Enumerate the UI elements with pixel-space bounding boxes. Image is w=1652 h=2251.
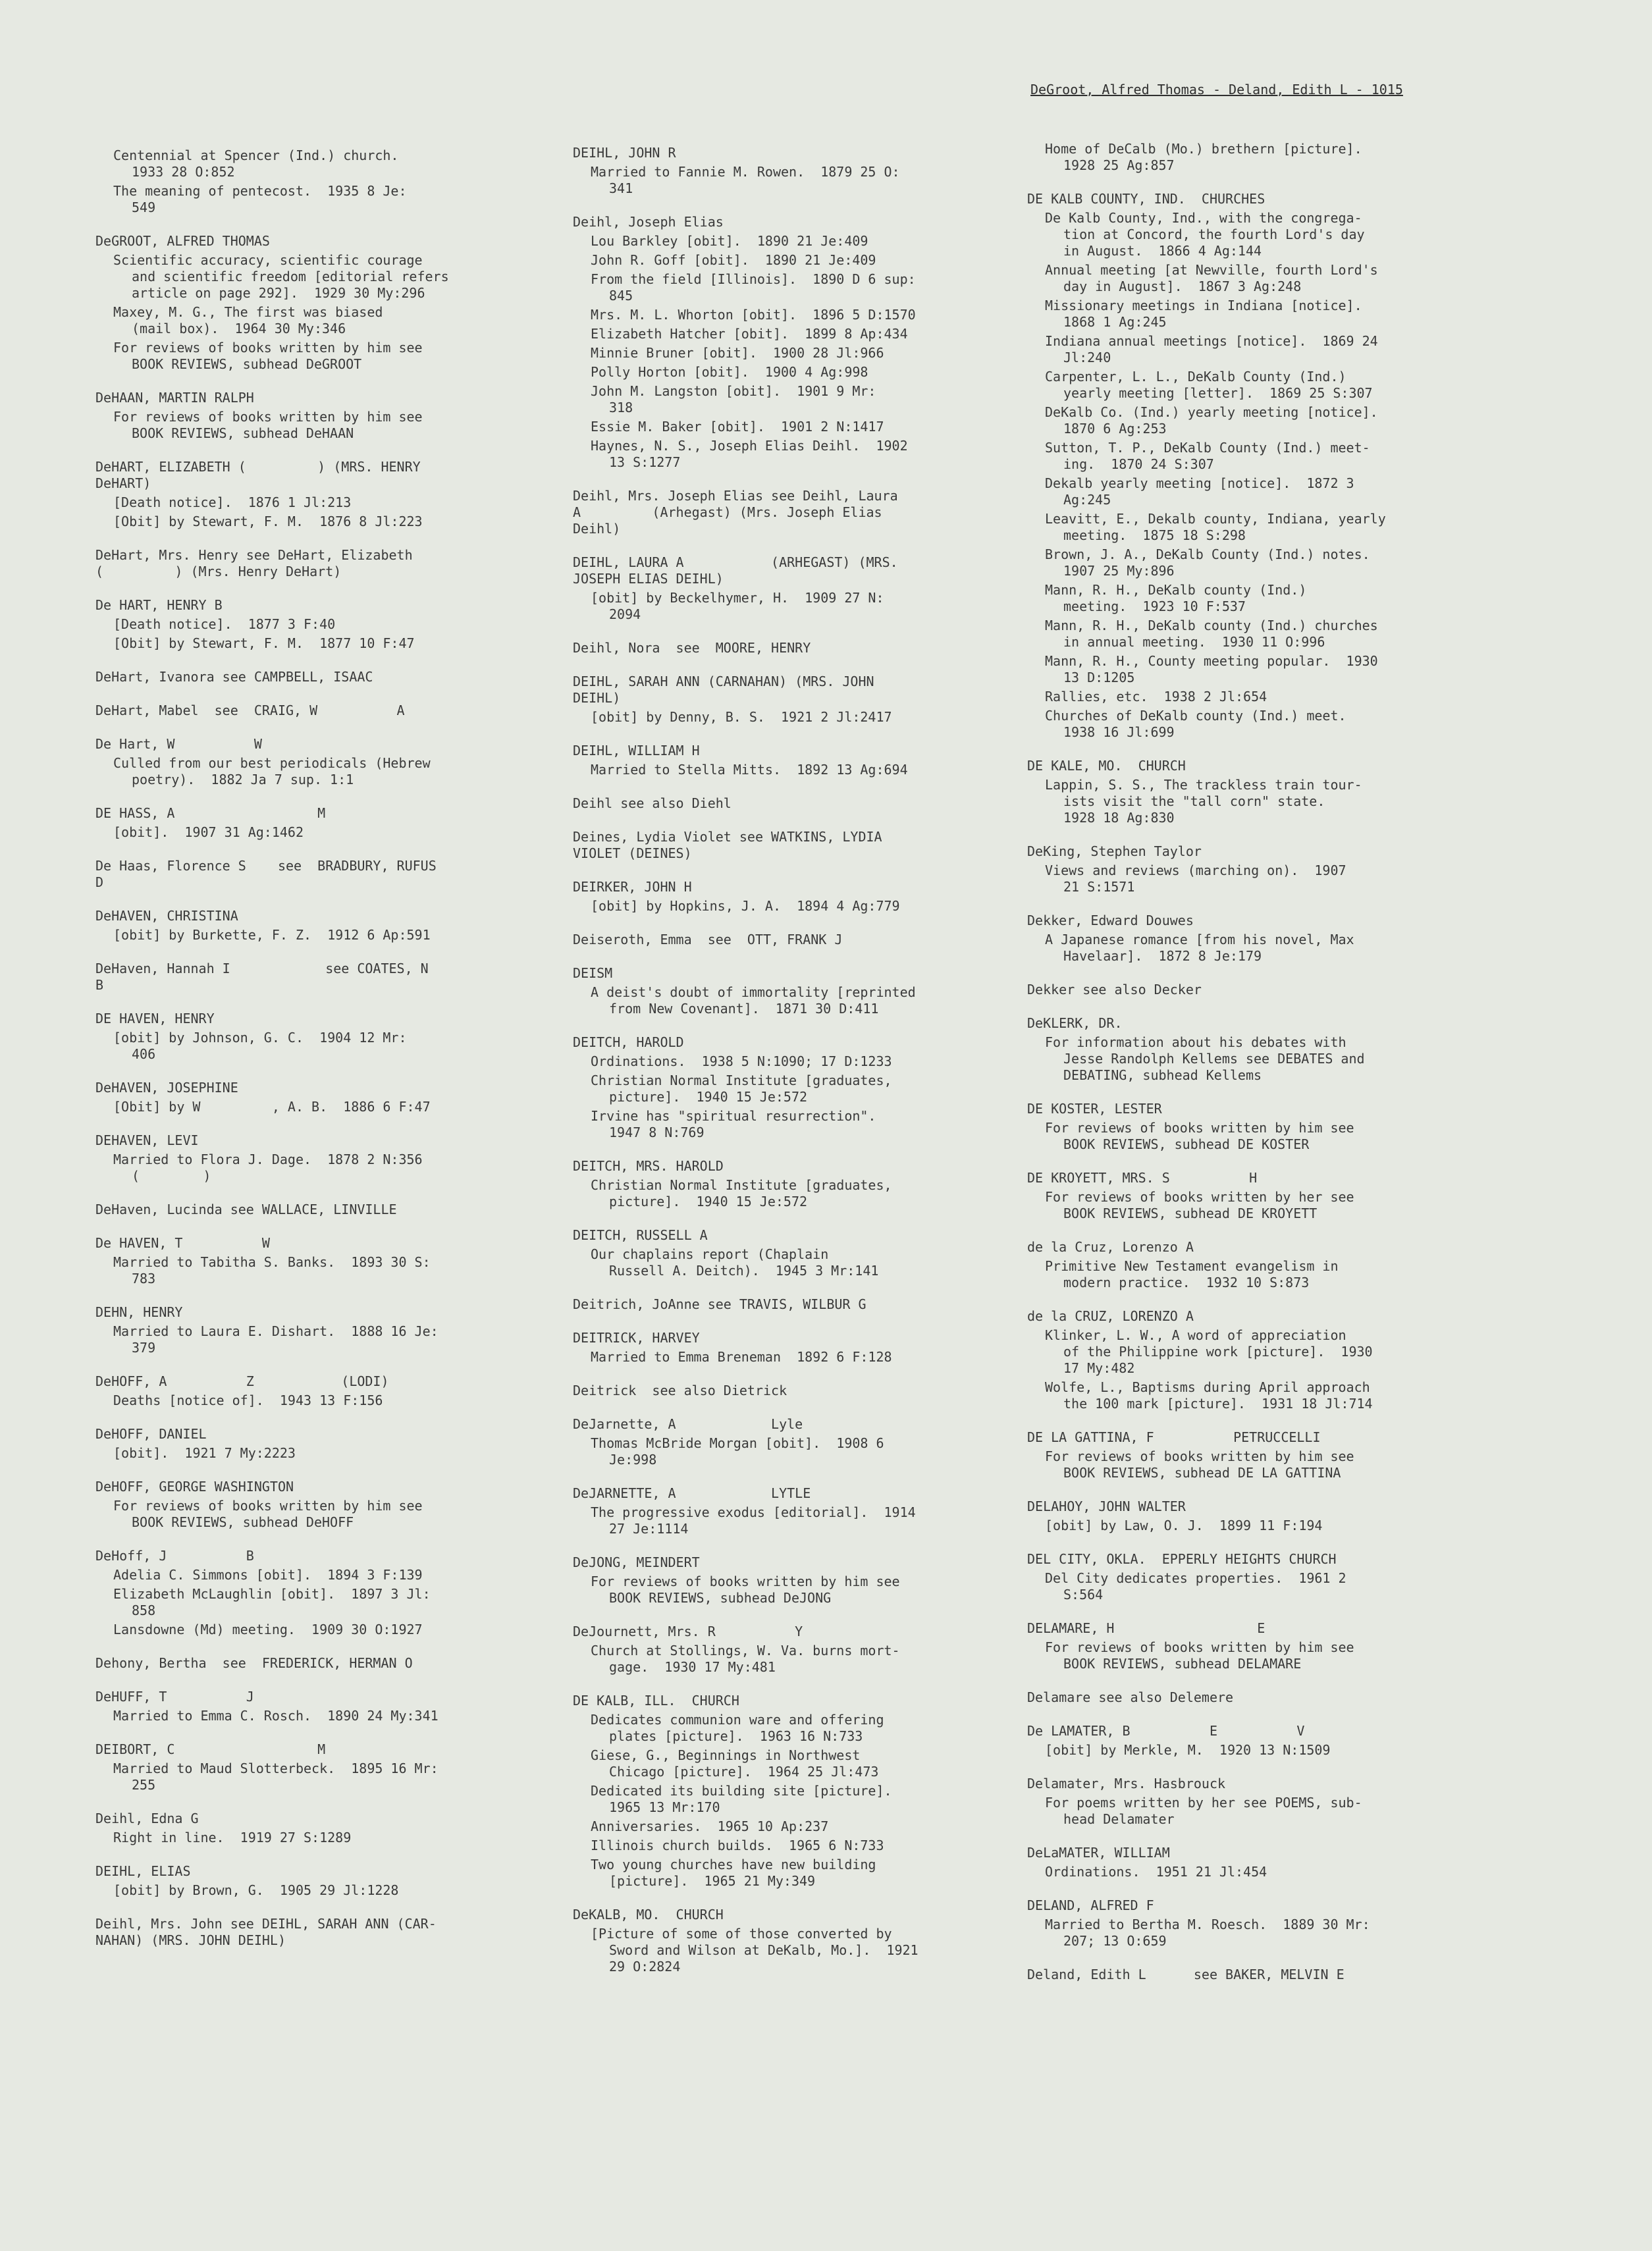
entry-citation: Church at Stollings, W. Va. burns mort- gage. 1930 17 My:481 [591,1643,900,1675]
entry-citation: [Death notice]. 1876 1 Jl:213 [113,494,352,510]
entry-citation: [obit] by Burkette, F. Z. 1912 6 Ap:591 [113,927,431,943]
entry-heading: DeHart, Mabel see CRAIG, W A [95,702,405,718]
entry-citation: Thomas McBride Morgan [obit]. 1908 6 Je:998 [591,1435,884,1468]
entry-heading: Delamater, Mrs. Hasbrouck [1027,1776,1226,1791]
entry-citation: Missionary meetings in Indiana [notice]. 1868 1 Ag:245 [1045,298,1362,330]
entry-citation: Married to Tabitha S. Banks. 1893 30 S: 783 [113,1254,431,1286]
index-entry [573,1416,1007,1468]
entry-heading: Deitrich, JoAnne see TRAVIS, WILBUR G [573,1296,866,1312]
entry-citation: [obit]. 1907 31 Ag:1462 [113,824,304,840]
entry-citation: For reviews of books written by him see BOOK REVIEWS, subhead DELAMARE [1045,1639,1354,1672]
entry-citation: John M. Langston [obit]. 1901 9 Mr: 318 [591,383,876,415]
entry-heading: DE KROYETT, MRS. S H [1027,1170,1258,1186]
entry-heading: DeHoff, J B [95,1548,254,1564]
entry-citation: [Obit] by W , A. B. 1886 6 F:47 [113,1099,431,1115]
entry-heading: Deihl, Mrs. Joseph Elias see Deihl, Laura A (Arhegast) (Mrs. Joseph Elias Deihl) [573,488,898,537]
entry-citation: [obit]. 1921 7 My:2223 [113,1445,296,1461]
entry-citation: Dedicates communion ware and offering plates [picture]. 1963 16 N:733 [591,1712,884,1744]
entry-heading: DeHOFF, A Z (LODI) [95,1373,389,1389]
entry-citation: Minnie Bruner [obit]. 1900 28 Jl:966 [591,345,884,361]
entry-citation: Married to Emma Breneman 1892 6 F:128 [591,1349,892,1365]
entry-heading: DEITCH, RUSSELL A [573,1227,708,1243]
entry-heading: DEIHL, SARAH ANN (CARNAHAN) (MRS. JOHN DEIHL) [573,674,874,706]
index-entry [95,908,517,943]
entry-heading: DELAMARE, H E [1027,1620,1266,1636]
entry-heading: DE KALE, MO. CHURCH [1027,758,1186,774]
index-entry [95,1080,517,1115]
index-entry [573,1383,1007,1399]
index-entry [1027,1170,1472,1222]
column-1 [95,145,517,1966]
entry-heading: DEL CITY, OKLA. EPPERLY HEIGHTS CHURCH [1027,1551,1337,1567]
entry-citation: [obit] by Johnson, G. C. 1904 12 Mr: 406 [113,1030,407,1062]
entry-citation: John R. Goff [obit]. 1890 21 Je:409 [591,252,876,268]
entry-heading: DeHAVEN, JOSEPHINE [95,1080,238,1096]
index-entry [95,1655,517,1672]
entry-citation: Irvine has "spiritual resurrection". 1947 8 N:769 [591,1108,876,1140]
entry-citation: Essie M. Baker [obit]. 1901 2 N:1417 [591,419,884,435]
index-entry [1027,191,1472,741]
index-entry [95,1304,517,1356]
index-entry [1027,1498,1472,1534]
entry-heading: DEISM [573,965,613,981]
index-entry [95,1426,517,1462]
entry-citation: Centennial at Spencer (Ind.) church. 1933 28 O:852 [113,147,399,180]
index-entry [573,965,1007,1017]
entry-citation: For reviews of books written by him see BOOK REVIEWS, subhead DE LA GATTINA [1045,1448,1354,1481]
index-entry [1027,1620,1472,1672]
entry-citation: Culled from our best periodicals (Hebrew poetry). 1882 Ja 7 sup. 1:1 [113,755,431,787]
entry-heading: DeKing, Stephen Taylor [1027,843,1202,859]
index-entry [95,736,517,788]
entry-citation: Rallies, etc. 1938 2 Jl:654 [1045,689,1267,704]
entry-heading: DEIBORT, C M [95,1741,326,1757]
entry-heading: Deines, Lydia Violet see WATKINS, LYDIA VIOLET (DEINES) [573,829,882,861]
entry-heading: DeHART, ELIZABETH ( ) (MRS. HENRY DeHART) [95,459,421,491]
entry-citation: The progressive exodus [editorial]. 1914 27 Je:1114 [591,1504,916,1537]
entry-heading: Deihl, Joseph Elias [573,214,724,230]
entry-citation: For reviews of books written by him see BOOK REVIEWS, subhead DeGROOT [113,340,423,372]
entry-citation: Lansdowne (Md) meeting. 1909 30 O:1927 [113,1622,423,1637]
entry-heading: DeHaven, Lucinda see WALLACE, LINVILLE [95,1202,397,1217]
entry-citation: Elizabeth McLaughlin [obit]. 1897 3 Jl: 858 [113,1586,431,1618]
entry-citation: Wolfe, L., Baptisms during April approach the 100 mark [picture]. 1931 18 Jl:714 [1045,1379,1373,1412]
entry-citation: Married to Emma C. Rosch. 1890 24 My:341 [113,1708,439,1724]
entry-citation: Right in line. 1919 27 S:1289 [113,1830,352,1845]
index-entry [573,879,1007,914]
index-entry [95,1916,517,1949]
entry-heading: Deihl see also Diehl [573,795,732,811]
index-entry [573,1485,1007,1537]
index-entry [95,233,517,373]
entry-heading: Deihl, Mrs. John see DEIHL, SARAH ANN (CAR- NAHAN) (MRS. JOHN DEIHL) [95,1916,437,1948]
index-entry [573,1227,1007,1279]
entry-citation: Leavitt, E., Dekalb county, Indiana, yearly meeting. 1875 18 S:298 [1045,511,1386,543]
entry-citation: Mann, R. H., DeKalb county (Ind.) churches in annual meeting. 1930 11 O:996 [1045,618,1378,650]
index-entry [573,1624,1007,1676]
entry-heading: DeHAAN, MARTIN RALPH [95,390,254,406]
index-entry [95,669,517,685]
entry-citation: Adelia C. Simmons [obit]. 1894 3 F:139 [113,1567,423,1583]
index-entry [95,805,517,841]
entry-citation: Sutton, T. P., DeKalb County (Ind.) meet- ing. 1870 24 S:307 [1045,440,1370,472]
entry-heading: Delamare see also Delemere [1027,1689,1234,1705]
entry-citation: For reviews of books written by him see BOOK REVIEWS, subhead DeJONG [591,1574,900,1606]
entry-heading: De HAVEN, T W [95,1235,270,1251]
entry-heading: DELAND, ALFRED F [1027,1897,1154,1913]
index-entry [1027,1776,1472,1828]
entry-citation: Dekalb yearly meeting [notice]. 1872 3 Ag:245 [1045,475,1354,508]
index-entry [1027,141,1472,174]
index-entry [1027,1101,1472,1153]
entry-citation: [obit] by Hopkins, J. A. 1894 4 Ag:779 [591,898,900,914]
index-entry [1027,1551,1472,1603]
entry-citation: Carpenter, L. L., DeKalb County (Ind.) yearly meeting [letter]. 1869 25 S:307 [1045,369,1373,401]
entry-heading: Dekker see also Decker [1027,982,1202,997]
index-entry [95,547,517,580]
entry-citation: Elizabeth Hatcher [obit]. 1899 8 Ap:434 [591,326,908,342]
entry-heading: DE KALB, ILL. CHURCH [573,1693,739,1708]
index-entry [95,147,517,216]
index-entry [573,1158,1007,1210]
entry-citation: A Japanese romance [from his novel, Max Havelaar]. 1872 8 Je:179 [1045,932,1354,964]
entry-citation: Giese, G., Beginnings in Northwest Chicago [picture]. 1964 25 Jl:473 [591,1747,879,1780]
column-3 [1027,138,1472,2000]
index-entry [95,1202,517,1218]
entry-heading: DeHOFF, DANIEL [95,1426,207,1442]
entry-citation: Ordinations. 1938 5 N:1090; 17 D:1233 [591,1053,892,1069]
index-entry [573,1330,1007,1365]
index-entry [1027,1723,1472,1759]
entry-citation: Dedicated its building site [picture]. 1965 13 Mr:170 [591,1783,892,1815]
entry-heading: De Hart, W W [95,736,262,752]
index-entry [95,459,517,530]
entry-citation: [Picture of some of those converted by Sword and Wilson at DeKalb, Mo.]. 1921 29 O:2824 [591,1926,919,1974]
entry-heading: Deihl, Edna G [95,1811,199,1826]
index-entry [95,961,517,993]
entry-citation: Married to Bertha M. Roesch. 1889 30 Mr: 207; 13 O:659 [1045,1917,1370,1949]
entry-heading: DE HAVEN, HENRY [95,1011,215,1026]
entry-citation: A deist's doubt of immortality [reprinted from New Covenant]. 1871 30 D:411 [591,984,916,1017]
entry-citation: Two young churches have new building [picture]. 1965 21 My:349 [591,1857,876,1889]
entry-citation: From the field [Illinois]. 1890 D 6 sup: 845 [591,271,916,304]
entry-heading: DELAHOY, JOHN WALTER [1027,1498,1186,1514]
entry-citation: Married to Flora J. Dage. 1878 2 N:356 ( ) [113,1152,423,1184]
index-entry [573,829,1007,862]
entry-heading: De HART, HENRY B [95,597,223,613]
entry-citation: [obit] by Beckelhymer, H. 1909 27 N: 2094 [591,590,884,622]
entry-citation: Indiana annual meetings [notice]. 1869 24 Jl:240 [1045,333,1378,365]
entry-citation: De Kalb County, Ind., with the congrega- tion at Concord, the fourth Lord's day in August. 1866 4 Ag:144 [1045,210,1365,259]
index-entry [573,488,1007,537]
index-entry [1027,1967,1472,1983]
index-entry [1027,1689,1472,1706]
entry-heading: DE KALB COUNTY, IND. CHURCHES [1027,191,1266,207]
index-entry [95,1235,517,1287]
index-entry [1027,1845,1472,1880]
index-entry [95,1011,517,1063]
entry-heading: DEIRKER, JOHN H [573,879,692,895]
entry-heading: Deitrick see also Dietrick [573,1383,787,1398]
entry-citation: [obit] by Denny, B. S. 1921 2 Jl:2417 [591,709,892,725]
entry-citation: Married to Laura E. Dishart. 1888 16 Je: 379 [113,1323,439,1356]
index-entry [573,1554,1007,1606]
entry-citation: [Obit] by Stewart, F. M. 1876 8 Jl:223 [113,514,423,529]
index-entry [573,674,1007,726]
index-entry [95,1132,517,1184]
entry-heading: DeHaven, Hannah I see COATES, N B [95,961,429,993]
index-entry [573,1034,1007,1141]
index-entry [95,702,517,719]
entry-heading: DeHart, Mrs. Henry see DeHart, Elizabeth ( ) (Mrs. Henry DeHart) [95,547,413,579]
index-entry [95,1689,517,1724]
entry-citation: Primitive New Testament evangelism in modern practice. 1932 10 S:873 [1045,1258,1339,1290]
entry-citation: Illinois church builds. 1965 6 N:733 [591,1838,884,1853]
entry-citation: Lappin, S. S., The trackless train tour- ists visit the "tall corn" state. 1928 18 Ag:830 [1045,777,1362,826]
entry-heading: Deihl, Nora see MOORE, HENRY [573,640,811,656]
entry-heading: Dekker, Edward Douwes [1027,913,1194,928]
entry-heading: DeHOFF, GEORGE WASHINGTON [95,1479,294,1495]
index-entry [573,1693,1007,1890]
entry-citation: [obit] by Law, O. J. 1899 11 F:194 [1045,1518,1323,1533]
entry-citation: [obit] by Merkle, M. 1920 13 N:1509 [1045,1742,1331,1758]
entry-citation: Our chaplains report (Chaplain Russell A. Deitch). 1945 3 Mr:141 [591,1246,879,1279]
index-entry [95,1811,517,1846]
index-entry [95,390,517,442]
entry-heading: DE LA GATTINA, F PETRUCCELLI [1027,1429,1321,1445]
index-entry [1027,758,1472,826]
entry-heading: DEITRICK, HARVEY [573,1330,700,1346]
entry-citation: Deaths [notice of]. 1943 13 F:156 [113,1392,383,1408]
entry-heading: DeKLERK, DR. [1027,1015,1123,1031]
index-entry [1027,1429,1472,1481]
entry-heading: Deland, Edith L see BAKER, MELVIN E [1027,1967,1345,1982]
index-entry [95,1548,517,1638]
entry-citation: Anniversaries. 1965 10 Ap:237 [591,1818,829,1834]
entry-citation: Annual meeting [at Newville, fourth Lord's day in August]. 1867 3 Ag:248 [1045,262,1378,294]
index-entry [95,1479,517,1531]
entry-heading: DEIHL, WILLIAM H [573,743,700,758]
index-entry [1027,843,1472,895]
entry-heading: de la Cruz, Lorenzo A [1027,1239,1194,1255]
entry-heading: DEITCH, MRS. HAROLD [573,1158,724,1174]
page-header: DeGroot, Alfred Thomas - Deland, Edith L - 1015 [1030,82,1403,97]
entry-citation: Klinker, L. W., A word of appreciation of the Philippine work [picture]. 1930 17 My:482 [1045,1327,1373,1376]
entry-heading: DeKALB, MO. CHURCH [573,1907,724,1922]
entry-heading: DeHUFF, T J [95,1689,254,1705]
index-entry [95,1373,517,1409]
index-entry [95,858,517,891]
entry-citation: Lou Barkley [obit]. 1890 21 Je:409 [591,233,868,249]
entry-heading: DeLaMATER, WILLIAM [1027,1845,1170,1861]
entry-citation: For poems written by her see POEMS, sub- head Delamater [1045,1795,1362,1827]
index-entry [1027,1897,1472,1949]
index-entry [1027,1239,1472,1291]
entry-heading: DEIHL, ELIAS [95,1863,191,1879]
index-entry [95,1741,517,1793]
entry-heading: DeJarnette, A Lyle [573,1416,803,1432]
entry-heading: De LAMATER, B E V [1027,1723,1305,1739]
entry-heading: DeHart, Ivanora see CAMPBELL, ISAAC [95,669,373,685]
index-entry [573,145,1007,197]
index-entry [573,795,1007,812]
entry-heading: DeJARNETTE, A LYTLE [573,1485,811,1501]
entry-heading: DEHN, HENRY [95,1304,183,1320]
index-entry [573,932,1007,948]
entry-heading: DE HASS, A M [95,805,326,821]
entry-citation: [obit] by Brown, G. 1905 29 Jl:1228 [113,1882,399,1898]
index-entry [573,743,1007,778]
index-entry [95,597,517,652]
entry-citation: For reviews of books written by him see BOOK REVIEWS, subhead DeHAAN [113,409,423,441]
entry-citation: For information about his debates with Jesse Randolph Kellems see DEBATES and DEBATING, subhead Kellems [1045,1034,1365,1083]
entry-heading: Deiseroth, Emma see OTT, FRANK J [573,932,843,947]
entry-citation: Maxey, M. G., The first was biased (mail box). 1964 30 My:346 [113,304,383,336]
entry-heading: DE KOSTER, LESTER [1027,1101,1162,1117]
entry-heading: De Haas, Florence S see BRADBURY, RUFUS D [95,858,437,890]
entry-heading: DeJournett, Mrs. R Y [573,1624,803,1639]
entry-citation: Churches of DeKalb county (Ind.) meet. 1938 16 Jl:699 [1045,708,1346,740]
entry-citation: For reviews of books written by him see BOOK REVIEWS, subhead DeHOFF [113,1498,423,1530]
entry-citation: Christian Normal Institute [graduates, picture]. 1940 15 Je:572 [591,1177,892,1209]
entry-citation: Haynes, N. S., Joseph Elias Deihl. 1902 13 S:1277 [591,438,908,470]
entry-heading: DeHAVEN, CHRISTINA [95,908,238,924]
entry-citation: Mann, R. H., County meeting popular. 1930 13 D:1205 [1045,653,1378,685]
entry-citation: For reviews of books written by her see BOOK REVIEWS, subhead DE KROYETT [1045,1189,1354,1221]
entry-citation: Mann, R. H., DeKalb county (Ind.) meeting. 1923 10 F:537 [1045,582,1307,614]
entry-heading: DeGROOT, ALFRED THOMAS [95,233,270,249]
entry-citation: Married to Maud Slotterbeck. 1895 16 Mr: 255 [113,1761,439,1793]
index-entry [95,1863,517,1899]
column-2 [573,145,1007,1992]
entry-citation: DeKalb Co. (Ind.) yearly meeting [notice]. 1870 6 Ag:253 [1045,404,1378,437]
entry-citation: Ordinations. 1951 21 Jl:454 [1045,1864,1267,1880]
entry-citation: Home of DeCalb (Mo.) brethern [picture]. 1928 25 Ag:857 [1045,141,1362,173]
entry-heading: DEIHL, LAURA A (ARHEGAST) (MRS. JOSEPH ELIAS DEIHL) [573,554,898,587]
index-entry [573,1296,1007,1313]
entry-citation: Married to Fannie M. Rowen. 1879 25 O: 341 [591,164,900,196]
entry-citation: The meaning of pentecost. 1935 8 Je: 549 [113,183,407,215]
entry-citation: Views and reviews (marching on). 1907 21 S:1571 [1045,862,1346,895]
entry-heading: DEITCH, HAROLD [573,1034,684,1050]
index-entry [1027,982,1472,998]
entry-citation: Brown, J. A., DeKalb County (Ind.) notes. 1907 25 My:896 [1045,546,1370,579]
entry-citation: Polly Horton [obit]. 1900 4 Ag:998 [591,364,868,380]
index-entry [573,554,1007,623]
index-entry [1027,913,1472,965]
index-entry [573,214,1007,471]
entry-citation: Scientific accuracy, scientific courage and scientific freedom [editorial refers article on page 292]. 1929 30 My:296 [113,252,449,301]
entry-citation: Mrs. M. L. Whorton [obit]. 1896 5 D:1570 [591,307,916,323]
entry-citation: Del City dedicates properties. 1961 2 S:564 [1045,1570,1346,1602]
entry-citation: Christian Normal Institute [graduates, picture]. 1940 15 Je:572 [591,1073,892,1105]
entry-citation: [Death notice]. 1877 3 F:40 [113,616,336,632]
entry-citation: For reviews of books written by him see BOOK REVIEWS, subhead DE KOSTER [1045,1120,1354,1152]
index-entry [573,1907,1007,1975]
entry-citation: [Obit] by Stewart, F. M. 1877 10 F:47 [113,635,415,651]
entry-heading: Dehony, Bertha see FREDERICK, HERMAN O [95,1655,413,1671]
index-entry [573,640,1007,656]
entry-citation: Married to Stella Mitts. 1892 13 Ag:694 [591,762,908,778]
entry-heading: de la CRUZ, LORENZO A [1027,1308,1194,1324]
index-entry [1027,1015,1472,1084]
entry-heading: DeJONG, MEINDERT [573,1554,700,1570]
entry-heading: DEHAVEN, LEVI [95,1132,199,1148]
entry-heading: DEIHL, JOHN R [573,145,676,161]
index-entry [1027,1308,1472,1412]
